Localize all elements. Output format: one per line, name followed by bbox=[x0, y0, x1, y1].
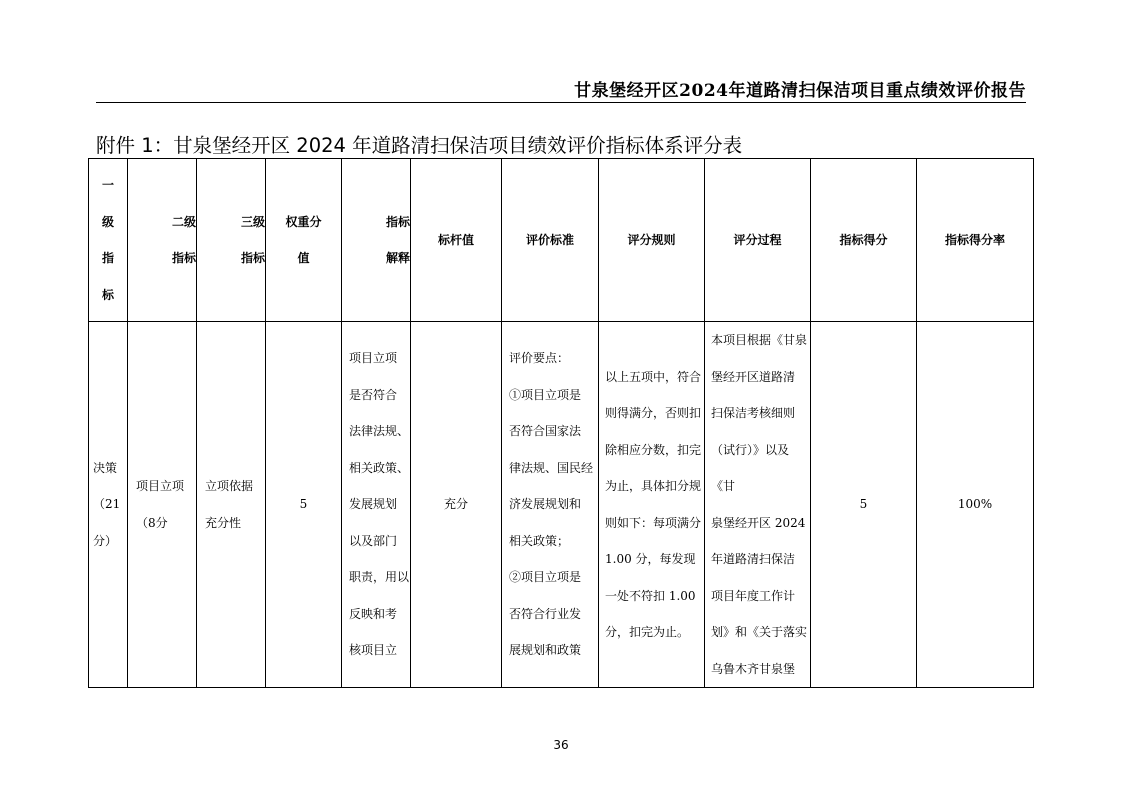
table-row bbox=[89, 322, 1034, 688]
cell-weight: 5 bbox=[266, 322, 342, 688]
document-title: 附件 1：甘泉堡经开区 2024 年道路清扫保洁项目绩效评价指标体系评分表 bbox=[96, 134, 743, 157]
evaluation-score-table bbox=[88, 158, 1034, 688]
header-explanation: 指标 解释 bbox=[342, 159, 411, 322]
page-number: 36 bbox=[553, 738, 569, 752]
cell-explanation: 项目立项 是否符合 法律法规、 相关政策、 发展规划 以及部门 职责，用以 反映和考 核项目立 bbox=[342, 322, 411, 688]
cell-rule: 以上五项中，符合 则得满分，否则扣 除相应分数，扣完 为止，具体扣分规 则如下：每项满分 1.00 分，每发现 一处不符扣 1.00 分，扣完为止。 bbox=[599, 322, 705, 688]
header-score-rate: 指标得分率 bbox=[917, 159, 1034, 322]
cell-level1: 决策 （21 分） bbox=[89, 322, 128, 688]
header-process: 评分过程 bbox=[705, 159, 811, 322]
header-divider bbox=[96, 102, 1026, 103]
header-score: 指标得分 bbox=[811, 159, 917, 322]
report-header-title: 甘泉堡经开区2024年道路清扫保洁项目重点绩效评价报告 bbox=[574, 81, 1026, 101]
cell-score: 5 bbox=[811, 322, 917, 688]
cell-process: 本项目根据《甘泉 堡经开区道路清 扫保洁考核细则 （试行）》以及《甘 泉堡经开区 2024 年道路清扫保洁 项目年度工作计 划》和《关于落实 乌鲁木齐甘泉堡 bbox=[705, 322, 811, 688]
cell-level2: 项目立项 （8分 bbox=[128, 322, 197, 688]
header-level1-indicator: 一 级 指 标 bbox=[89, 159, 128, 322]
table-header-row bbox=[89, 159, 1034, 322]
header-weight: 权重分 值 bbox=[266, 159, 342, 322]
header-benchmark: 标杆值 bbox=[411, 159, 502, 322]
cell-score-rate: 100% bbox=[917, 322, 1034, 688]
header-criteria: 评价标准 bbox=[502, 159, 599, 322]
header-level2-indicator: 二级 指标 bbox=[128, 159, 197, 322]
header-rule: 评分规则 bbox=[599, 159, 705, 322]
cell-benchmark: 充分 bbox=[411, 322, 502, 688]
cell-criteria: 评价要点： ①项目立项是 否符合国家法 律法规、国民经 济发展规划和 相关政策； ②项目立项是 否符合行业发 展规划和政策 bbox=[502, 322, 599, 688]
header-level3-indicator: 三级 指标 bbox=[197, 159, 266, 322]
cell-level3: 立项依据 充分性 bbox=[197, 322, 266, 688]
